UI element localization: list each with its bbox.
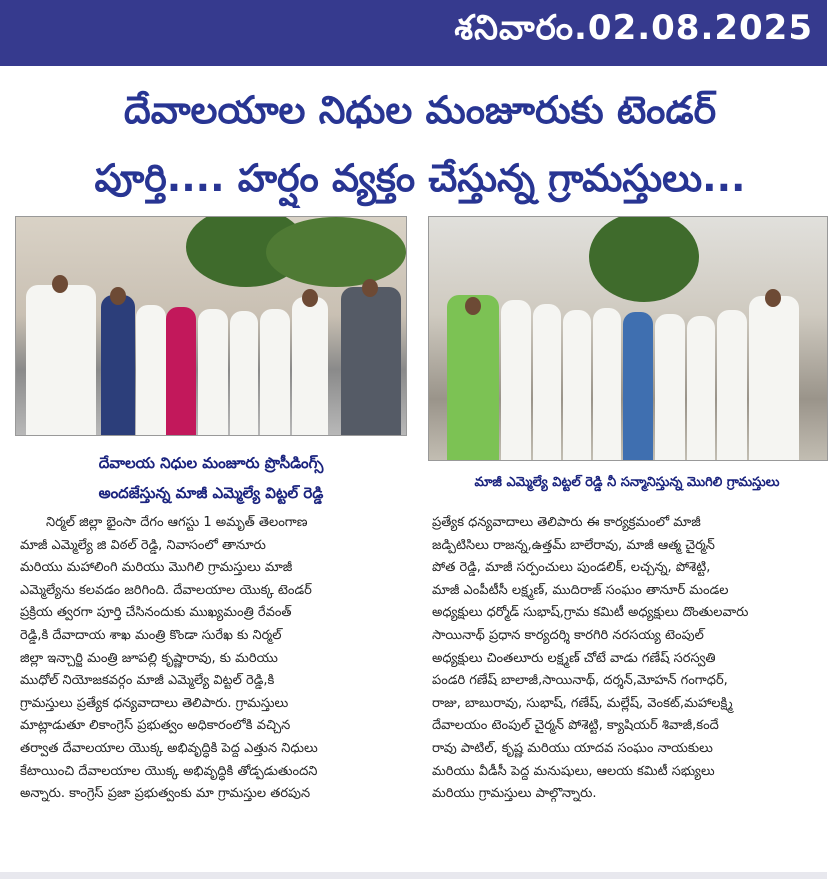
article-line: మాజీ ఎమ్మెల్యే జి విఠల్ రెడ్డి, నివాసంలో తానూరు	[20, 537, 266, 553]
person-figure	[717, 310, 747, 460]
person-figure	[687, 316, 715, 460]
article-line: మరియు గ్రామస్తులు పాల్గొన్నారు.	[432, 786, 597, 802]
person-figure	[230, 311, 258, 435]
headline-line-1: దేవాలయాల నిధుల మంజూరుకు టెండర్	[123, 88, 717, 132]
date-banner	[0, 0, 827, 66]
article-line: గ్రామస్తులు ప్రత్యేక ధన్యవాదాలు తెలిపారు. గ్రామస్తులు	[20, 695, 289, 711]
article-line: ముధోల్ నియోజకవర్గం మాజీ ఎమ్మెల్యే విట్టల్ రెడ్డి,కి	[20, 673, 275, 689]
person-figure	[655, 314, 685, 460]
person-figure	[260, 309, 290, 435]
article-line: దేవాలయం టెంపుల్ చైర్మన్ పోశెట్టి, క్యాషియర్ శివాజీ,కందే	[432, 718, 719, 734]
article-line: రెడ్డి,కి దేవాదాయ శాఖ మంత్రి కొండా సురేఖ కు నిర్మల్	[20, 627, 282, 643]
photo-left-caption-line-1: దేవాలయ నిధుల మంజూరు ప్రొసీడింగ్స్	[98, 454, 324, 472]
article-line: అధ్యక్షులు ధర్మోడ్ సుభాష్,గ్రామ కమిటీ అధ్యక్షులు దొంతులవారు	[432, 605, 749, 621]
date-text: శనివారం.02.08.2025	[454, 8, 813, 48]
person-head	[465, 297, 481, 315]
article-line: మాట్లాడుతూ లికాంగ్రెస్ ప్రభుత్వం అధికారంలోకి వచ్చిన	[20, 718, 291, 734]
person-figure	[533, 304, 561, 460]
article-line: ఎమ్మెల్యేను కలవడం జరిగింది. దేవాలయాల యొక్క టెండర్	[20, 582, 312, 598]
person-figure	[341, 287, 401, 435]
person-head	[362, 279, 378, 297]
person-figure	[563, 310, 591, 460]
person-figure	[292, 297, 328, 435]
tree-shape	[589, 216, 699, 302]
article-line: అధ్యక్షులు చింతలూరు లక్ష్మణ్ చోటే వాడు గణేష్ సరస్వతి	[432, 650, 716, 666]
photo-left-caption-line-2: అందజేస్తున్న మాజీ ఎమ్మెల్యే విట్టల్ రెడ్డి	[98, 484, 324, 502]
person-figure	[101, 295, 135, 435]
article-line: మరియు మహాలింగి మరియు మొగిలి గ్రామస్తులు మాజీ	[20, 560, 293, 576]
photo-right-group	[428, 216, 828, 461]
article-line: రావు పాటిల్, కృష్ణ మరియు యాదవ సంఘం నాయకులు	[432, 740, 713, 756]
article-line: జడ్పిటిసిలు రాజన్న,ఉత్తమ్ బాలేరావు, మాజీ ఆత్మ చైర్మన్	[432, 537, 715, 553]
bottom-strip	[0, 872, 827, 879]
person-head	[110, 287, 126, 305]
tree-shape	[266, 217, 406, 287]
article-line: పోత రెడ్డి, మాజీ సర్పంచులు పుండలిక్, లచ్చన్న, పోశెట్టి,	[432, 560, 711, 576]
person-figure	[593, 308, 621, 460]
article-line: రాజు, బాబురావు, సుభాష్, గణేష్, మల్లేష్, వెంకట్,మహాలక్ష్మి	[432, 695, 733, 711]
person-head	[765, 289, 781, 307]
person-figure	[198, 309, 228, 435]
article-line: సాయినాథ్ ప్రధాన కార్యదర్శి కారగిరి నరసయ్య టెంపుల్	[432, 627, 704, 643]
photo-left-group	[15, 216, 407, 436]
article-line: జిల్లా ఇన్చార్జి మంత్రి జూపల్లి కృష్ణారావు, కు మరియు	[20, 650, 278, 666]
article-line: తర్వాత దేవాలయాల యొక్క అభివృద్ధికి పెద్ద ఎత్తున నిధులు	[20, 740, 318, 756]
person-figure	[447, 295, 499, 460]
article-line: ప్రత్యేక ధన్యవాదాలు తెలిపారు ఈ కార్యక్రమంలో మాజీ	[432, 515, 701, 530]
article-line: మాజీ ఎంపీటీసీ లక్ష్మణ్, ముదిరాజ్ సంఘం తానూర్ మండల	[432, 582, 729, 598]
person-figure	[623, 312, 653, 460]
headline-line-2: పూర్తి.... హర్షం వ్యక్తం చేస్తున్న గ్రామస్తులు...	[94, 156, 746, 200]
person-figure	[501, 300, 531, 460]
person-head	[302, 289, 318, 307]
article-line: కేటాయించి దేవాలయాల యొక్క అభివృద్ధికి తోడ్పడుతుందని	[20, 763, 318, 779]
article-line: అన్నారు. కాంగ్రెస్ ప్రజా ప్రభుత్వంకు మా గ్రామస్తుల తరపున	[20, 786, 311, 802]
person-head	[52, 275, 68, 293]
article-line: ప్రక్రియ త్వరగా పూర్తి చేసినందుకు ముఖ్యమంత్రి రేవంత్	[20, 605, 292, 621]
article-column-right	[432, 512, 824, 806]
person-figure	[26, 285, 96, 435]
photo-right-caption: మాజీ ఎమ్మెల్యే విట్టల్ రెడ్డి నీ సన్మానిస్తున్న మొగిలి గ్రామస్తులు	[474, 475, 780, 490]
person-figure	[166, 307, 196, 435]
article-line: నిర్మల్ జిల్లా భైంసా దేగం ఆగస్టు 1 అమృత్ తెలంగాణ	[46, 515, 308, 530]
article-column-left	[20, 512, 412, 806]
person-figure	[749, 296, 799, 460]
person-figure	[136, 305, 166, 435]
article-line: పండరి గణేష్ బాలాజీ,సాయినాథ్, దర్శన్,మోహన్ గంగాధర్,	[432, 673, 728, 689]
article-line: మరియు వీడీసీ పెద్ద మనుషులు, ఆలయ కమిటీ సభ్యులు	[432, 763, 715, 779]
